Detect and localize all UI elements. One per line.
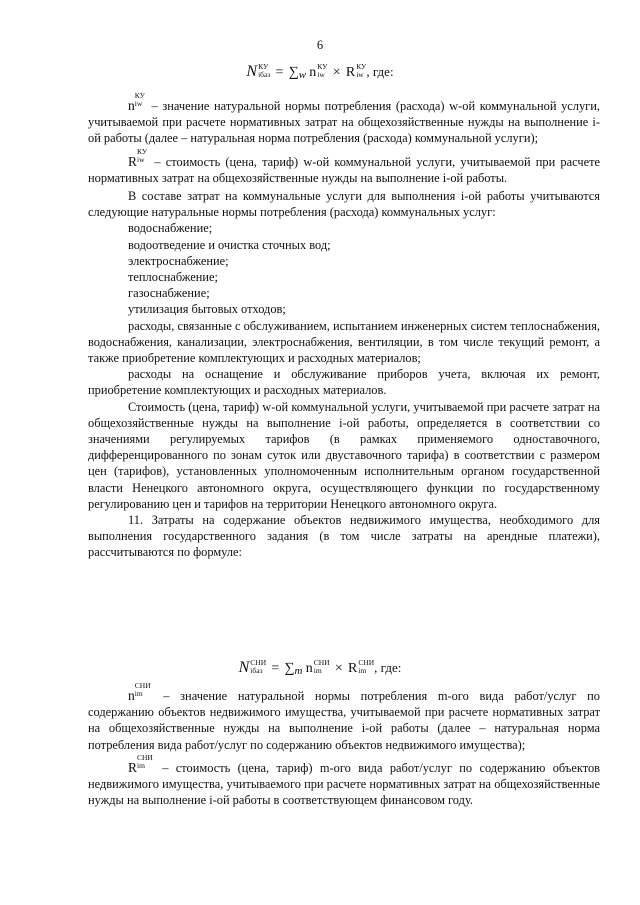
list-item: водоотведение и очистка сточных вод; [128,237,331,252]
def-var: n [128,688,135,703]
list-item: утилизация бытовых отходов; [128,302,286,317]
def-var-sub: im [134,689,143,698]
def-text: – значение натуральной нормы потребления m-ого вида работ/услуг по содержанию объектов недвижимого имущества, учитываемой при расчете нормативных затрат на общехозяйственные нужды на выполнение i-ой работы (далее – натуральная норма потребления вида работ/услуг по содержанию объектов недвижимого имущества); [88,689,600,752]
def-var: R [128,153,138,169]
formula-lhs: N [238,659,250,676]
list-item: электроснабжение; [128,253,229,268]
formula-utilities [0,64,640,81]
def-text: – стоимость (цена, тариф) w-ой коммунальной услуги, учитываемой при расчете нормативных затрат на общехозяйственные нужды на выполнение i-ой работы. [88,154,600,185]
list-item: расходы, связанные с обслуживанием, испытанием инженерных систем теплоснабжения, водоснабжения, канализации, электроснабжения, вентиляции, в том числе текущий ремонт, а также приобретение комплектующих и расходных материалов; [88,318,600,366]
formula-n-sup: СНИ [313,658,330,668]
formula-r-sup: СНИ [358,658,375,668]
formula-n-sub: im [313,666,322,676]
formula-n: n [309,65,317,80]
def-var-sup: СНИ [137,752,153,762]
def-var-sup: СНИ [134,681,151,690]
formula-tail: , где: [366,64,394,79]
definition-r-ku [88,146,600,186]
text-block-2 [88,681,600,808]
formula-r-sup: КУ [356,62,367,72]
def-var-sub: iw [137,154,145,164]
formula-lhs-sub: iбаз [250,666,263,676]
formula-lhs-sub: iбаз [258,70,271,80]
formula-tail: , где: [374,660,402,675]
formula-r: R [347,661,358,676]
list-item: газоснабжение; [128,286,210,301]
equals-sign: = [275,65,284,80]
list-item: теплоснабжение; [128,270,218,285]
paragraph-section-11: 11. Затраты на содержание объектов недвижимого имущества, необходимого для выполнения государственного задания (в том числе затраты на арендные платежи), рассчитываются по формуле: [88,513,600,560]
equals-sign: = [271,661,280,676]
def-var: R [128,759,138,775]
paragraph-tariff: Стоимость (цена, тариф) w-ой коммунальной услуги, учитываемой при расчете затрат на общехозяйственные нужды на выполнение i-ой работы, определяется в соответствии со значениями регулируемых тарифов (в рамках применяемого одноставочного, дифференцированного по зонам суток или двуставочного тарифа) в соответствии с размером цен (тарифов), установленных уполномоченным исполнительным органом государственной власти Ненецкого автономного округа, осуществляющего функции по государственному регулированию цен и тарифов на территории Ненецкого автономного округа. [88,399,600,511]
sum-index: w [298,69,307,81]
def-var-sub: iw [134,99,143,108]
formula-n-sup: КУ [317,62,328,72]
formula-r-sub: im [358,666,367,676]
formula-n: n [305,661,313,676]
sum-sign: ∑ [288,65,299,80]
paragraph-utilities-composition: В составе затрат на коммунальные услуги для выполнения i-ой работы учитываются следующие натуральные нормы потребления (расхода) коммунальных услуг: [88,189,600,220]
text-block-1 [88,91,600,561]
definition-r-sni [88,752,600,809]
times-sign: × [332,65,341,80]
def-var-sup: КУ [137,146,148,156]
times-sign: × [334,661,343,676]
formula-n-sub: iw [317,70,325,80]
def-text: – стоимость (цена, тариф) m-ого вида работ/услуг по содержанию объектов недвижимого имущества, учитываемого при расчете нормативных затрат на общехозяйственные нужды на выполнение i-ой работы в соответствующем финансовом году. [88,760,600,808]
formula-r: R [345,65,356,80]
definition-n-ku [88,91,600,147]
sum-sign: ∑ [284,661,295,676]
def-text: – значение натуральной нормы потребления (расхода) w-ой коммунальной услуги, учитываемой при расчете нормативных затрат на общехозяйственные нужды на выполнение i-ой работы (далее – натуральная норма потребления (расхода) коммунальной услуги); [88,99,600,146]
formula-lhs-sup: КУ [258,62,269,72]
formula-real-estate [0,660,640,677]
definition-n-sni [88,681,600,753]
list-item: расходы на оснащение и обслуживание приборов учета, включая их ремонт, приобретение комплектующих и расходных материалов. [88,367,600,398]
def-var-sup: КУ [134,91,145,100]
def-var: n [128,98,135,113]
formula-r-sub: iw [356,70,364,80]
list-item: водоснабжение; [128,221,213,236]
sum-index: m [294,665,303,677]
page-number: 6 [316,38,324,52]
formula-lhs-sup: СНИ [250,658,267,668]
formula-lhs: N [246,63,258,80]
def-var-sub: im [137,760,145,770]
